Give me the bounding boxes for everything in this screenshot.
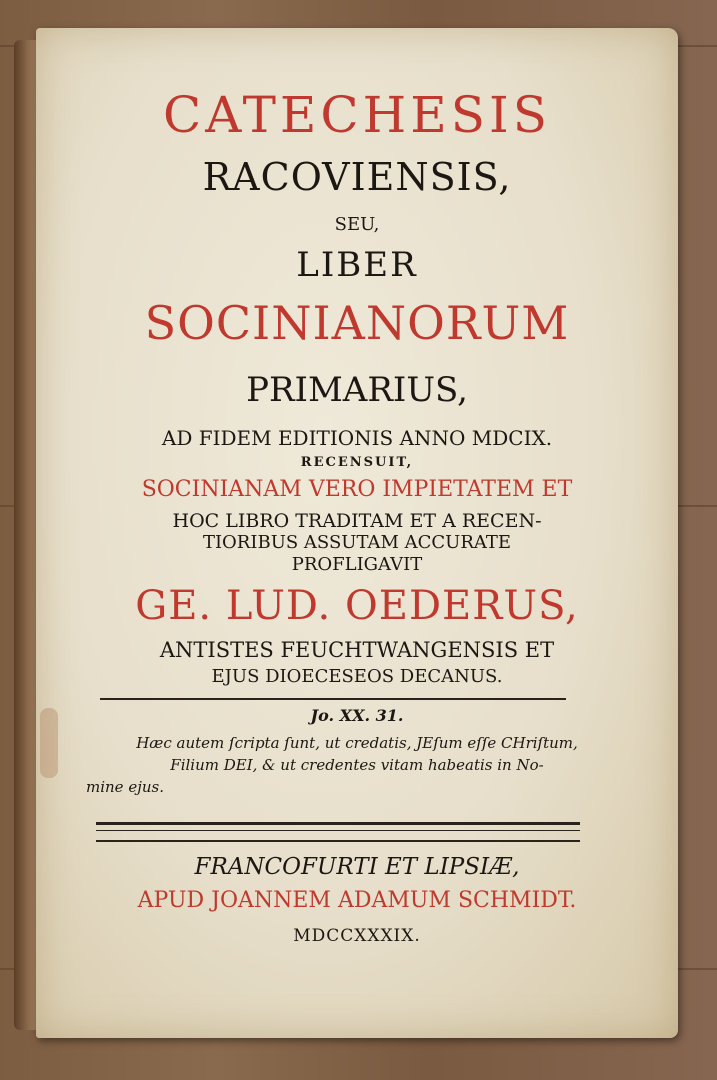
title-line-2: RACOVIENSIS, xyxy=(202,155,512,199)
double-rule-top xyxy=(96,822,580,825)
title-line-8: RECENSUIT, xyxy=(300,455,414,470)
title-line-9: SOCINIANAM VERO IMPIETATEM ET xyxy=(141,477,573,502)
title-line-11: TIORIBUS ASSUTAM ACCURATE xyxy=(202,532,512,553)
title-line-12: PROFLIGAVIT xyxy=(291,554,423,575)
title-line-1: CATECHESIS xyxy=(162,86,552,144)
imprint-year: MDCCXXXIX. xyxy=(293,926,421,946)
divider-rule xyxy=(100,698,566,700)
epigraph-line-1: Hæc autem ſcripta ſunt, ut credatis, JEſum eſſe CHriſtum, xyxy=(136,734,578,752)
imprint-place: FRANCOFURTI ET LIPSIÆ, xyxy=(194,854,520,880)
epigraph-reference: Jo. XX. 31. xyxy=(310,706,404,725)
title-line-4: LIBER xyxy=(296,245,418,285)
author-name: GE. LUD. OEDERUS, xyxy=(135,583,579,629)
title-line-6: PRIMARIUS, xyxy=(246,370,468,410)
epigraph-line-3: mine ejus. xyxy=(86,778,164,796)
title-line-5: SOCINIANORUM xyxy=(144,296,570,350)
epigraph-line-2: Filium DEI, & ut credentes vitam habeatis in No- xyxy=(170,756,544,774)
title-page xyxy=(36,28,678,1038)
imprint-publisher: APUD JOANNEM ADAMUM SCHMIDT. xyxy=(137,888,577,913)
author-role-2: EJUS DIOECESEOS DECANUS. xyxy=(211,666,503,687)
author-role-1: ANTISTES FEUCHTWANGENSIS ET xyxy=(159,638,555,662)
double-rule-lower xyxy=(96,840,580,842)
title-line-7: AD FIDEM EDITIONIS ANNO MDCIX. xyxy=(161,426,553,450)
title-line-10: HOC LIBRO TRADITAM ET A RECEN- xyxy=(172,510,542,532)
double-rule-bottom xyxy=(96,830,580,831)
title-line-3: SEU, xyxy=(334,214,380,235)
